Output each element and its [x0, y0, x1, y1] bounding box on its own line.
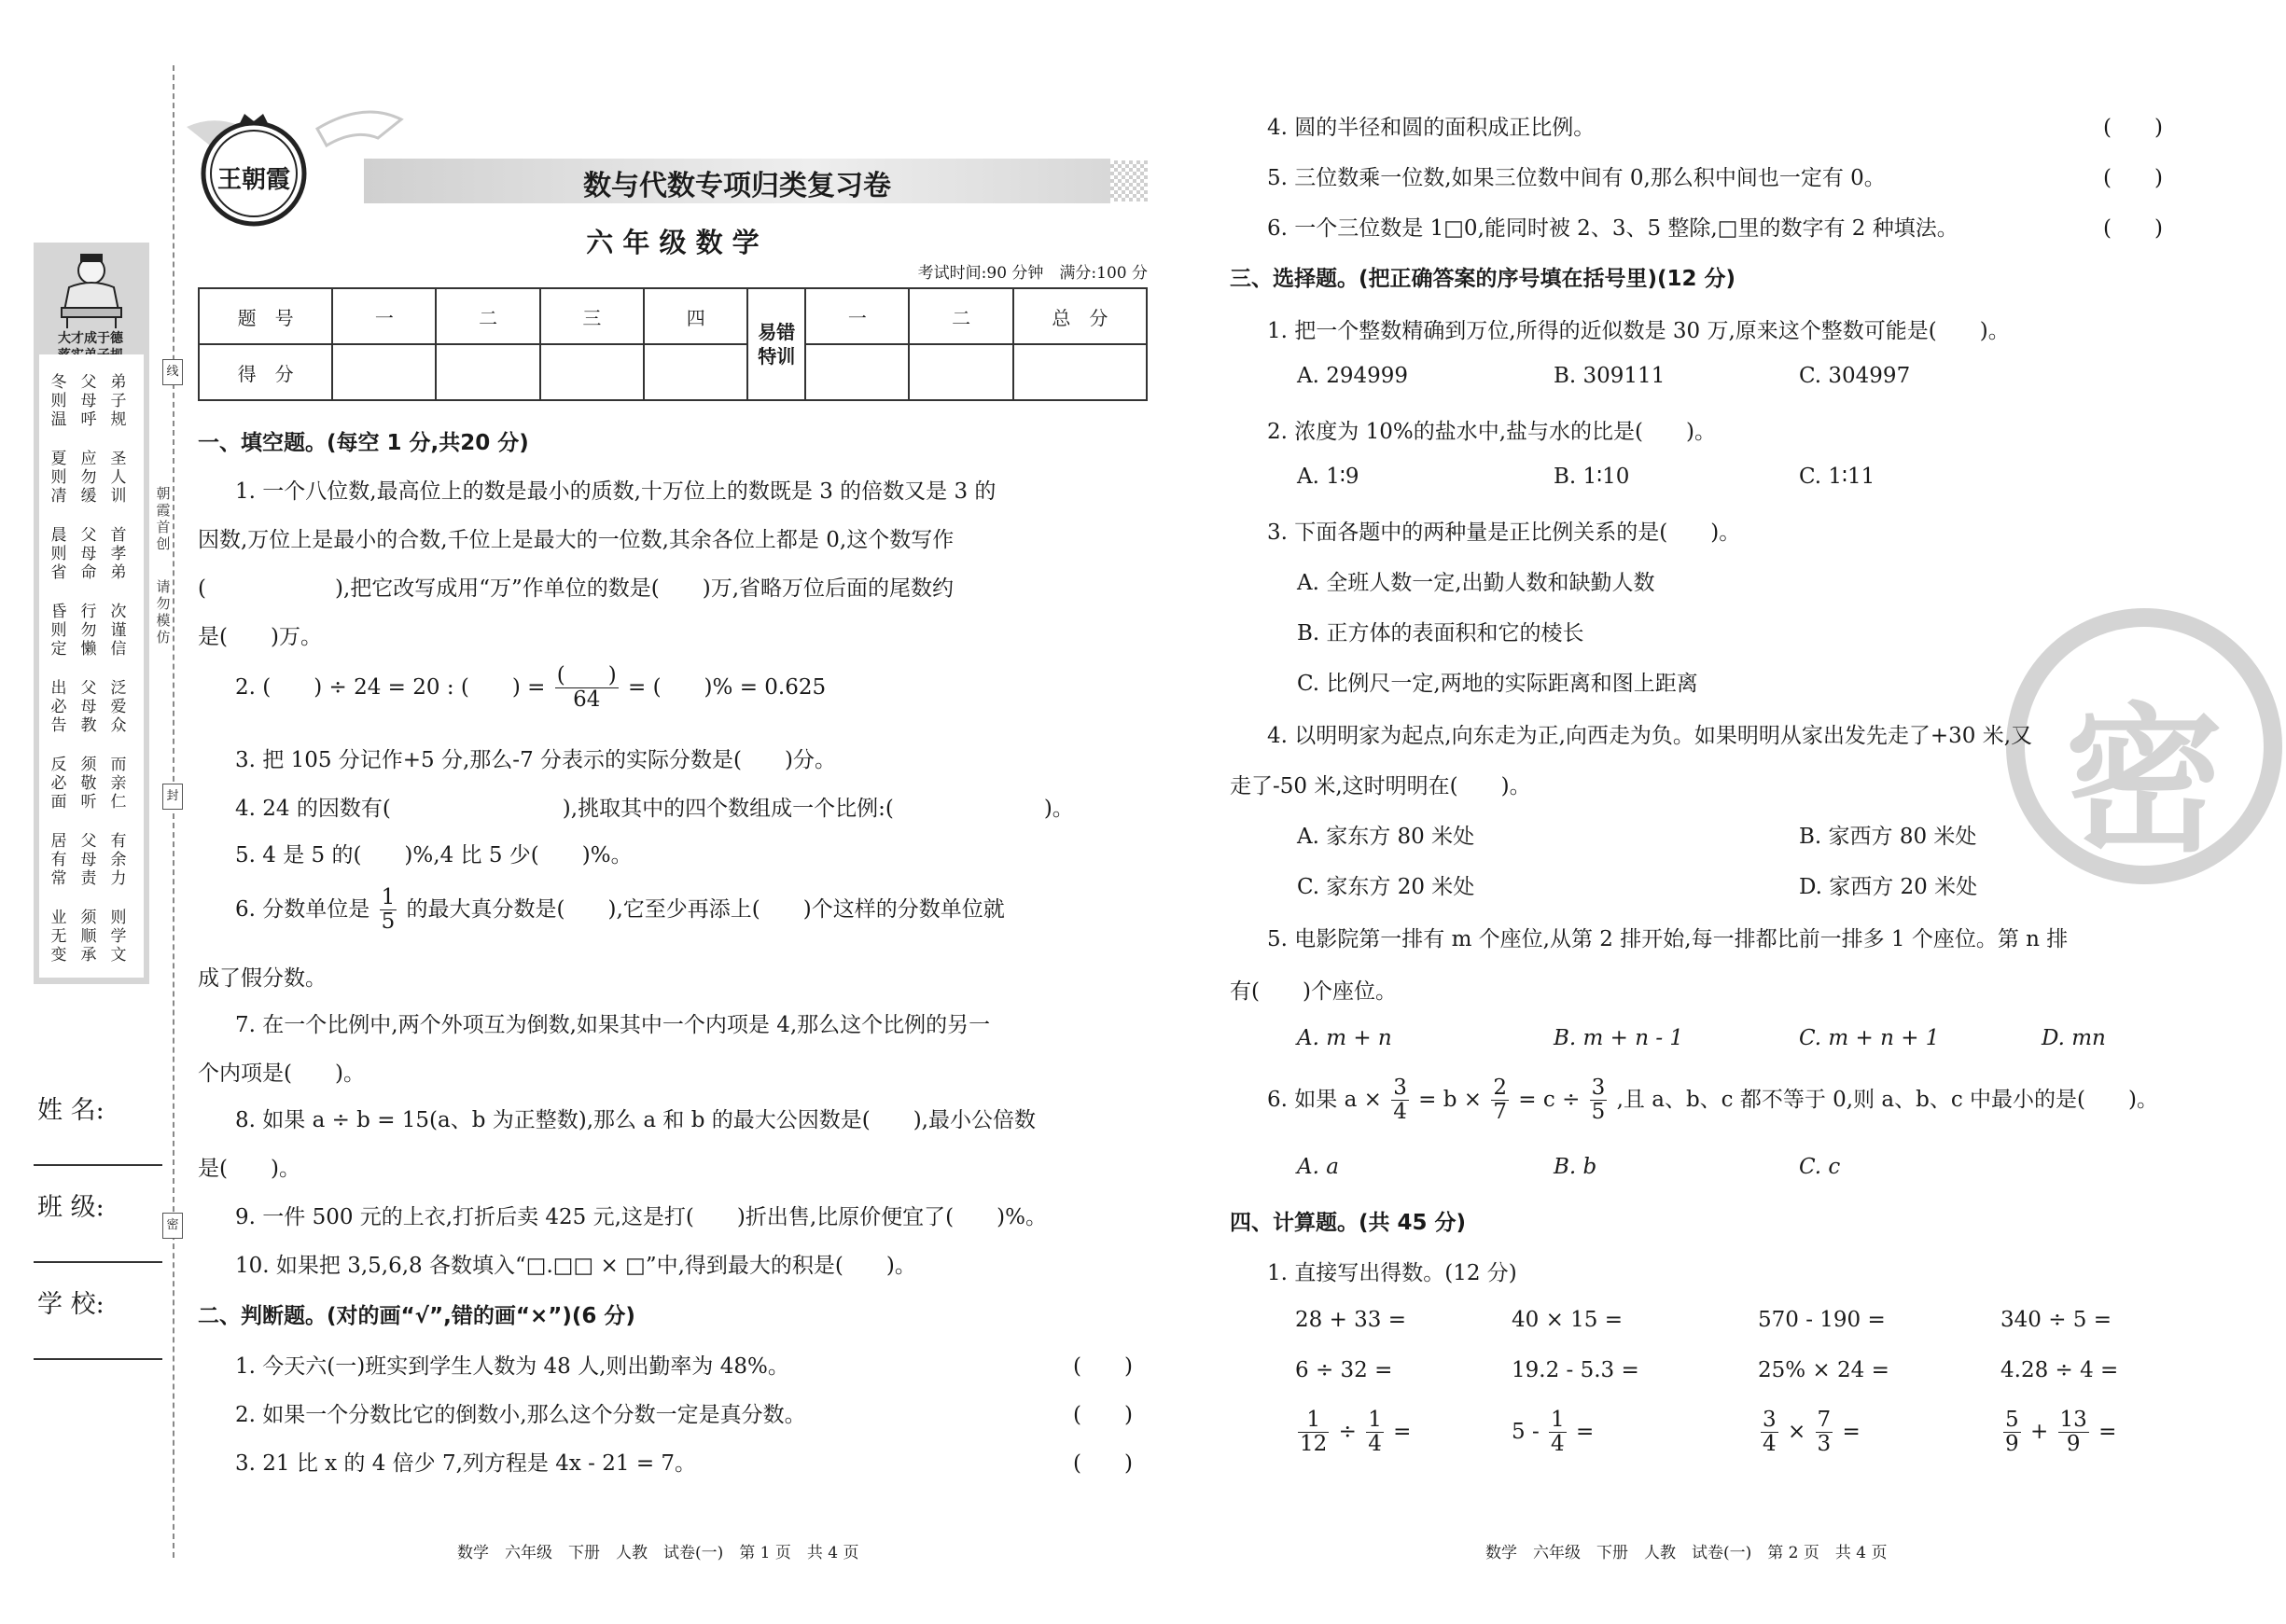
fraction-numerator: 7 [1817, 1408, 1832, 1432]
fraction-denominator: 4 [1368, 1432, 1382, 1457]
sidebar-verse: 晨则省 [50, 526, 67, 582]
school-line [34, 1358, 162, 1360]
question-text: 是( )。 [198, 1157, 300, 1181]
sidebar-verse: 而亲仁 [110, 756, 127, 812]
option[interactable]: B. 1∶10 [1554, 465, 1630, 489]
fraction-numerator: ( ) [556, 663, 617, 687]
question-text: 7. 在一个比例中,两个外项互为倒数,如果其中一个内项是 4,那么这个比例的另一 [235, 1013, 991, 1037]
sidebar-verse: 则学文 [110, 909, 127, 965]
calc-item: 25% × 24 = [1758, 1358, 1889, 1382]
fraction-denominator: 4 [1763, 1432, 1777, 1457]
fraction-denominator: 4 [1551, 1432, 1565, 1457]
secret-stamp [2004, 606, 2284, 886]
secret-stamp-char: 密 [2064, 689, 2223, 874]
fraction [1549, 1409, 1567, 1457]
option[interactable]: C. m + n + 1 [1799, 1026, 1940, 1050]
option[interactable]: B. 正方体的表面积和它的棱长 [1297, 621, 1584, 645]
option[interactable]: A. 全班人数一定,出勤人数和缺勤人数 [1297, 571, 1655, 595]
fraction-denominator: 5 [381, 909, 396, 935]
equals-sign: = [1575, 1419, 1595, 1444]
question-text: 因数,万位上是最小的合数,千位上是最大的一位数,其余各位上都是 0,这个数写作 [198, 528, 955, 552]
question-text: 10. 如果把 3,5,6,8 各数填入“□.□□ × □”中,得到最大的积是( )。 [235, 1254, 916, 1278]
question-text: 5. 三位数乘一位数,如果三位数中间有 0,那么积中间也一定有 0。 [1267, 166, 1886, 190]
score-cell: 三 [540, 288, 644, 344]
option[interactable]: B. 家西方 80 米处 [1799, 825, 1977, 849]
class-label: 班 级: [37, 1193, 105, 1222]
calc-item [1295, 1409, 1411, 1457]
fraction-denominator: 5 [1591, 1100, 1606, 1125]
question-part: 6. 如果 a × [1267, 1087, 1382, 1112]
question-text: 1. 一个八位数,最高位上的数是最小的质数,十万位上的数既是 3 的倍数又是 3 的 [235, 479, 997, 504]
sidebar-verse: 夏则凊 [50, 450, 67, 506]
option[interactable]: D. mn [2042, 1026, 2106, 1050]
fraction-numerator: 3 [1591, 1076, 1606, 1100]
score-input[interactable] [332, 344, 436, 400]
equals-sign: = [1842, 1419, 1861, 1444]
sidebar-verse: 次谨信 [110, 603, 127, 659]
question-part: ,且 a、b、c 都不等于 0,则 a、b、c 中最小的是( )。 [1616, 1087, 2158, 1112]
question-text: 2. 浓度为 10%的盐水中,盐与水的比是( )。 [1267, 420, 1716, 444]
sidebar-verse: 父母命 [80, 526, 97, 582]
fraction [380, 886, 397, 935]
fraction-numerator: 1 [1368, 1408, 1382, 1432]
fraction-numerator: 1 [1551, 1408, 1565, 1432]
option[interactable]: B. 309111 [1554, 364, 1666, 388]
calc-item: 19.2 - 5.3 = [1512, 1358, 1639, 1382]
logo-badge [198, 112, 310, 229]
section-2-title: 二、判断题。(对的画“√”,错的画“×”)(6 分) [198, 1304, 635, 1328]
calc-item: 6 ÷ 32 = [1295, 1358, 1393, 1382]
question-text: ( ),把它改写成用“万”作单位的数是( )万,省略万位后面的尾数约 [198, 576, 955, 601]
name-line [34, 1164, 162, 1166]
score-cell: 二 [436, 288, 539, 344]
question-text: 4. 圆的半径和圆的面积成正比例。 [1267, 116, 1596, 140]
option[interactable]: C. 304997 [1799, 364, 1911, 388]
option[interactable]: A. 294999 [1297, 364, 1409, 388]
option[interactable]: C. 1∶11 [1799, 465, 1875, 489]
question-text [235, 664, 826, 713]
section-3-title: 三、选择题。(把正确答案的序号填在括号里)(12 分) [1230, 267, 1736, 291]
seal-tag-3: 密 [162, 1213, 183, 1239]
question-text: 6. 一个三位数是 1□0,能同时被 2、3、5 整除,□里的数字有 2 种填法。 [1267, 216, 1958, 241]
question-text: 成了假分数。 [198, 966, 327, 991]
equals-sign: = [1393, 1419, 1412, 1444]
sidebar-verse: 须敬听 [80, 756, 97, 812]
score-input[interactable] [909, 344, 1012, 400]
fraction-denominator: 12 [1300, 1432, 1328, 1457]
question-text: 4. 24 的因数有( ),挑取其中的四个数组成一个比例:( )。 [235, 797, 1074, 821]
score-input[interactable] [540, 344, 644, 400]
question-part: = c ÷ [1518, 1087, 1581, 1112]
sidebar-verse: 弟子规 [110, 373, 127, 429]
sidebar-verse: 圣人训 [110, 450, 127, 506]
option[interactable]: A. 1∶9 [1297, 465, 1359, 489]
fraction [1816, 1409, 1833, 1457]
question-text: 5. 4 是 5 的( )%,4 比 5 少( )%。 [235, 843, 633, 868]
sidebar-verse: 冬则温 [50, 373, 67, 429]
option[interactable]: C. c [1799, 1155, 1841, 1179]
fraction-denominator: 4 [1393, 1100, 1407, 1125]
page-title: 数与代数专项归类复习卷 [583, 170, 891, 202]
cut-line [173, 65, 174, 1558]
fraction [2003, 1409, 2021, 1457]
fraction [555, 664, 619, 713]
equals-sign: = [2098, 1419, 2117, 1444]
operator: × [1787, 1419, 1806, 1444]
seal-tag-1: 线 [162, 359, 183, 385]
fraction [1761, 1409, 1778, 1457]
question-part: 6. 分数单位是 [235, 896, 370, 922]
operator: ÷ [1338, 1419, 1357, 1444]
sidebar-verse: 须顺承 [80, 909, 97, 965]
page-footer-right: 数学 六年级 下册 人教 试卷(一) 第 2 页 共 4 页 [1485, 1544, 1888, 1562]
option[interactable]: A. 家东方 80 米处 [1297, 825, 1475, 849]
option[interactable]: D. 家西方 20 米处 [1799, 875, 1978, 899]
fraction-numerator: 3 [1393, 1076, 1407, 1100]
question-text: 1. 今天六(一)班实到学生人数为 48 人,则出勤率为 48%。 [235, 1354, 789, 1379]
page-subtitle: 六 年 级 数 学 [586, 227, 760, 258]
answer-paren[interactable]: ( ) [1073, 1451, 1133, 1476]
calc-item: 4.28 ÷ 4 = [2000, 1358, 2119, 1382]
question-text: 走了-50 米,这时明明在( )。 [1230, 774, 1531, 798]
option[interactable]: A. m + n [1297, 1026, 1392, 1050]
question-text: 1. 把一个整数精确到万位,所得的近似数是 30 万,原来这个整数可能是( )。 [1267, 319, 2010, 343]
score-input[interactable] [805, 344, 909, 400]
score-cell-error-training: 易错特训 [747, 288, 805, 400]
side-text-2: 请勿模仿 [156, 578, 171, 645]
sidebar-verse: 居有常 [50, 832, 67, 888]
fraction-numerator: 3 [1763, 1408, 1777, 1432]
fraction-numerator: 13 [2059, 1408, 2087, 1432]
sidebar-verse: 首孝弟 [110, 526, 127, 582]
sidebar-verse: 昏则定 [50, 603, 67, 659]
question-text: 个内项是( )。 [198, 1062, 365, 1086]
score-input[interactable] [644, 344, 747, 400]
sidebar-verse: 反必面 [50, 756, 67, 812]
score-cell: 一 [805, 288, 909, 344]
fraction-numerator: 5 [2005, 1408, 2019, 1432]
motto-1: 大才成于德 [58, 331, 123, 346]
question-text: 3. 21 比 x 的 4 倍少 7,列方程是 4x - 21 = 7。 [235, 1451, 697, 1476]
score-cell: 得 分 [199, 344, 332, 400]
score-cell: 一 [332, 288, 436, 344]
question-text: 是( )万。 [198, 625, 322, 649]
fraction [1391, 1076, 1409, 1125]
question-text [1267, 1076, 2158, 1125]
school-label: 学 校: [37, 1290, 105, 1319]
side-text-1: 朝霞首创 [156, 485, 171, 552]
score-value-row [199, 344, 1147, 400]
answer-paren[interactable]: ( ) [1073, 1354, 1133, 1379]
logo-text: 王朝霞 [216, 166, 290, 194]
question-text [235, 886, 1005, 935]
calc-item: 28 + 33 = [1295, 1308, 1407, 1332]
question-text: 3. 下面各题中的两种量是正比例关系的是( )。 [1267, 521, 1741, 545]
calc-item: 570 - 190 = [1758, 1308, 1886, 1332]
name-label: 姓 名: [37, 1096, 105, 1125]
question-part: = ( )% = 0.625 [628, 674, 827, 700]
calc-item [1512, 1409, 1594, 1457]
answer-paren[interactable]: ( ) [2103, 216, 2163, 241]
fraction-denominator: 64 [573, 687, 601, 713]
fraction-denominator: 9 [2066, 1432, 2081, 1457]
score-input[interactable] [436, 344, 539, 400]
calc-item [1758, 1409, 1861, 1457]
score-cell: 题 号 [199, 288, 332, 344]
option[interactable]: A. a [1297, 1155, 1339, 1179]
sidebar-verse: 泛爱众 [110, 679, 127, 735]
fraction [1491, 1076, 1509, 1125]
sidebar-verse: 业无变 [50, 909, 67, 965]
calc-item: 40 × 15 = [1512, 1308, 1624, 1332]
question-text: 2. 如果一个分数比它的倒数小,那么这个分数一定是真分数。 [235, 1403, 806, 1427]
score-cell: 二 [909, 288, 1012, 344]
score-input[interactable] [1013, 344, 1147, 400]
operator: + [2029, 1419, 2049, 1444]
seal-tag-2: 封 [162, 784, 183, 810]
exam-info: 考试时间:90 分钟 满分:100 分 [917, 264, 1148, 283]
score-cell: 四 [644, 288, 747, 344]
question-text: 8. 如果 a ÷ b = 15(a、b 为正整数),那么 a 和 b 的最大公因数是( ),最小公倍数 [235, 1108, 1036, 1132]
fraction [1366, 1409, 1384, 1457]
option[interactable]: B. m + n - 1 [1554, 1026, 1684, 1050]
answer-paren[interactable]: ( ) [1073, 1403, 1133, 1427]
page-footer-left: 数学 六年级 下册 人教 试卷(一) 第 1 页 共 4 页 [457, 1544, 859, 1562]
sidebar-verse: 应勿缓 [80, 450, 97, 506]
option[interactable]: C. 比例尺一定,两地的实际距离和图上距离 [1297, 672, 1698, 696]
checker-pattern [1110, 160, 1148, 201]
question-text: 9. 一件 500 元的上衣,打折后卖 425 元,这是打( )折出售,比原价便宜了( )%。 [235, 1205, 1047, 1229]
calc-item [2000, 1409, 2116, 1457]
answer-paren[interactable]: ( ) [2103, 116, 2163, 140]
score-cell: 总 分 [1013, 288, 1147, 344]
fraction-numerator: 2 [1493, 1076, 1507, 1100]
sidebar-verse: 父母呼 [80, 373, 97, 429]
question-text: 1. 直接写出得数。(12 分) [1267, 1261, 1517, 1285]
sidebar-verse: 有余力 [110, 832, 127, 888]
class-line [34, 1261, 162, 1263]
scholar-illustration [54, 250, 129, 330]
score-header-row [199, 288, 1147, 344]
fraction [1590, 1076, 1608, 1125]
option[interactable]: C. 家东方 20 米处 [1297, 875, 1475, 899]
question-part: = b × [1418, 1087, 1483, 1112]
fraction [1298, 1409, 1329, 1457]
sidebar-verse: 出必告 [50, 679, 67, 735]
fraction-denominator: 7 [1493, 1100, 1507, 1125]
sidebar-verse: 父母责 [80, 832, 97, 888]
question-text: 5. 电影院第一排有 m 个座位,从第 2 排开始,每一排都比前一排多 1 个座位。第 n 排 [1267, 927, 2069, 951]
question-part: 2. ( ) ÷ 24 = 20 : ( ) = [235, 674, 546, 700]
sidebar-verse: 行勿懒 [80, 603, 97, 659]
option[interactable]: B. b [1554, 1155, 1597, 1179]
fraction-numerator: 1 [1298, 1409, 1329, 1433]
fraction-denominator: 3 [1817, 1432, 1832, 1457]
score-table [198, 287, 1148, 401]
fraction [2058, 1409, 2089, 1457]
section-1-title: 一、填空题。(每空 1 分,共20 分) [198, 431, 529, 455]
section-4-title: 四、计算题。(共 45 分) [1230, 1211, 1467, 1235]
question-text: 3. 把 105 分记作+5 分,那么-7 分表示的实际分数是( )分。 [235, 748, 836, 772]
answer-paren[interactable]: ( ) [2103, 166, 2163, 190]
sidebar-verse: 父母教 [80, 679, 97, 735]
question-text: 4. 以明明家为起点,向东走为正,向西走为负。如果明明从家出发先走了+30 米,又 [1267, 724, 2033, 748]
fraction-denominator: 9 [2005, 1432, 2019, 1457]
calc-item: 340 ÷ 5 = [2000, 1308, 2112, 1332]
question-part: 的最大真分数是( ),它至少再添上( )个这样的分数单位就 [406, 896, 1005, 922]
fraction-numerator: 1 [381, 885, 396, 909]
operator: 5 - [1512, 1419, 1540, 1444]
question-text: 有( )个座位。 [1230, 979, 1397, 1004]
